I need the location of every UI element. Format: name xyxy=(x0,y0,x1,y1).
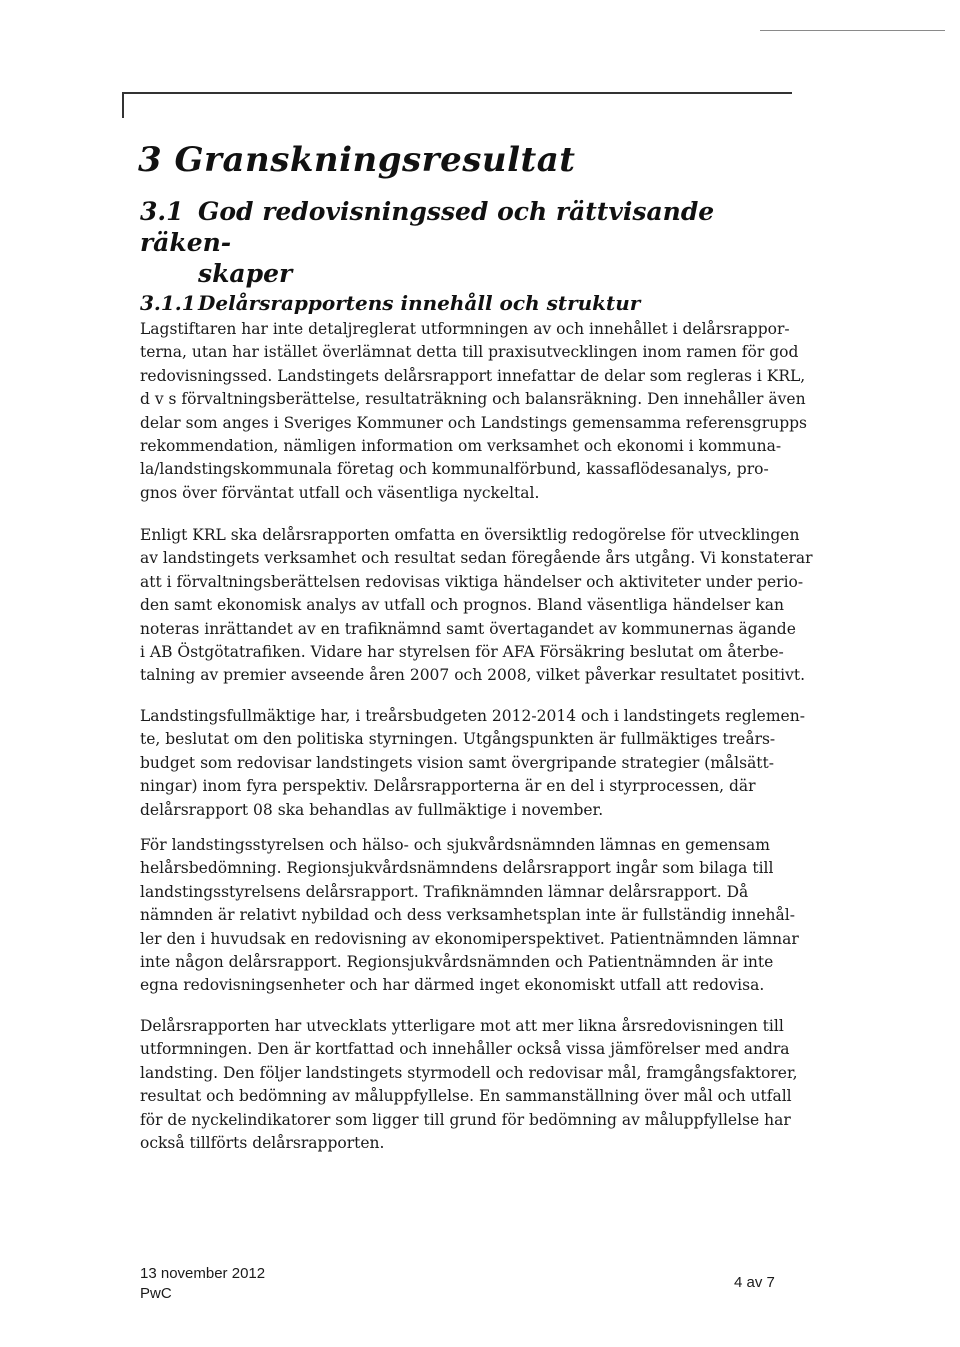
paragraph-line: utformningen. Den är kortfattad och innehåller också vissa jämförelser med andra xyxy=(140,1040,790,1059)
footer-left xyxy=(140,1264,265,1304)
paragraph-line: också tillförts delårsrapporten. xyxy=(140,1134,385,1153)
paragraph-line: la/landstingskommunala företag och kommunalförbund, kassaflödesanalys, pro- xyxy=(140,460,769,479)
paragraph-1 xyxy=(140,318,807,505)
paragraph-line: Landstingsfullmäktige har, i treårsbudgeten 2012-2014 och i landstingets reglemen- xyxy=(140,707,805,725)
section-number: 3.1 xyxy=(140,197,184,226)
chapter-heading: 3 Granskningsresultat xyxy=(138,140,576,180)
paragraph-line: resultat och bedömning av måluppfyllelse. En sammanställning över mål och utfall xyxy=(140,1087,792,1106)
paragraph-line: budget som redovisar landstingets vision samt övergripande strategier (målsätt- xyxy=(140,753,775,772)
page-number: 4 av 7 xyxy=(734,1274,775,1291)
paragraph-line: d v s förvaltningsberättelse, resultaträkning och balansräkning. Den innehåller även xyxy=(140,390,806,409)
paragraph-line: talning av premier avseende åren 2007 och 2008, vilket påverkar resultatet positivt. xyxy=(140,666,806,685)
paragraph-line: noteras inrättandet av en trafiknämnd samt övertagandet av kommunernas ägande xyxy=(140,619,796,638)
paragraph-3 xyxy=(140,705,805,822)
subsection-title: Delårsrapportens innehåll och struktur xyxy=(198,291,641,315)
paragraph-line: egna redovisningsenheter och har därmed inget ekonomiskt utfall att redovisa. xyxy=(140,976,765,995)
paragraph-line: för de nyckelindikatorer som ligger till grund för bedömning av måluppfyllelse har xyxy=(140,1110,791,1129)
paragraph-line: Delårsrapporten har utvecklats ytterligare mot att mer likna årsredovisningen till xyxy=(140,1017,784,1035)
scan-edge-line xyxy=(760,30,945,31)
footer-date: 13 november 2012 xyxy=(140,1265,266,1282)
paragraph-line: terna, utan har istället överlämnat detta till praxisutvecklingen inom ramen för god xyxy=(140,343,799,362)
paragraph-line: te, beslutat om den politiska styrningen. Utgångspunkten är fullmäktiges treårs- xyxy=(140,730,776,749)
paragraph-line: i AB Östgötatrafiken. Vidare har styrelsen för AFA Försäkring beslutat om återbe- xyxy=(140,643,784,662)
paragraph-line: landsting. Den följer landstingets styrmodell och redovisar mål, framgångsfaktorer, xyxy=(140,1063,798,1082)
paragraph-line: att i förvaltningsberättelsen redovisas viktiga händelser och aktiviteter under perio- xyxy=(140,572,804,591)
paragraph-line: gnos över förväntat utfall och väsentliga nyckeltal. xyxy=(140,483,540,502)
paragraph-line: Enligt KRL ska delårsrapporten omfatta en översiktlig redogörelse för utvecklingen xyxy=(140,526,800,544)
section-heading xyxy=(140,196,800,289)
footer-company: PwC xyxy=(140,1285,172,1302)
paragraph-line: Lagstiftaren har inte detaljreglerat utformningen av och innehållet i delårsrappor- xyxy=(140,320,790,338)
subsection-heading xyxy=(140,291,640,315)
paragraph-2 xyxy=(140,524,813,688)
section-title: God redovisningssed och rättvisande räken- xyxy=(140,197,715,257)
paragraph-line: För landstingsstyrelsen och hälso- och sjukvårdsnämnden lämnas en gemensam xyxy=(140,836,770,854)
paragraph-line: nämnden är relativt nybildad och dess verksamhetsplan inte är fullständig innehål- xyxy=(140,906,795,925)
subsection-number: 3.1.1 xyxy=(140,291,196,315)
paragraph-line: delårsrapport 08 ska behandlas av fullmäktige i november. xyxy=(140,800,604,819)
paragraph-line: landstingsstyrelsens delårsrapport. Trafiknämnden lämnar delårsrapport. Då xyxy=(140,882,749,901)
paragraph-line: den samt ekonomisk analys av utfall och prognos. Bland väsentliga händelser kan xyxy=(140,596,784,615)
header-rule-tick xyxy=(122,92,124,118)
section-title-cont: skaper xyxy=(198,259,293,288)
paragraph-line: delar som anges i Sveriges Kommuner och Landstings gemensamma referensgrupps xyxy=(140,413,807,432)
header-rule xyxy=(122,92,792,94)
paragraph-line: rekommendation, nämligen information om verksamhet och ekonomi i kommuna- xyxy=(140,437,782,456)
paragraph-line: ler den i huvudsak en redovisning av ekonomiperspektivet. Patientnämnden lämnar xyxy=(140,929,799,948)
paragraph-line: ningar) inom fyra perspektiv. Delårsrapporterna är en del i styrprocessen, där xyxy=(140,777,756,796)
paragraph-5 xyxy=(140,1015,798,1155)
paragraph-line: av landstingets verksamhet och resultat sedan föregående års utgång. Vi konstaterar xyxy=(140,549,813,568)
paragraph-line: redovisningssed. Landstingets delårsrapport innefattar de delar som regleras i KRL, xyxy=(140,366,806,385)
paragraph-line: helårsbedömning. Regionsjukvårdsnämndens delårsrapport ingår som bilaga till xyxy=(140,859,774,878)
paragraph-4 xyxy=(140,834,799,998)
paragraph-line: inte någon delårsrapport. Regionsjukvårdsnämnden och Patientnämnden är inte xyxy=(140,953,774,972)
